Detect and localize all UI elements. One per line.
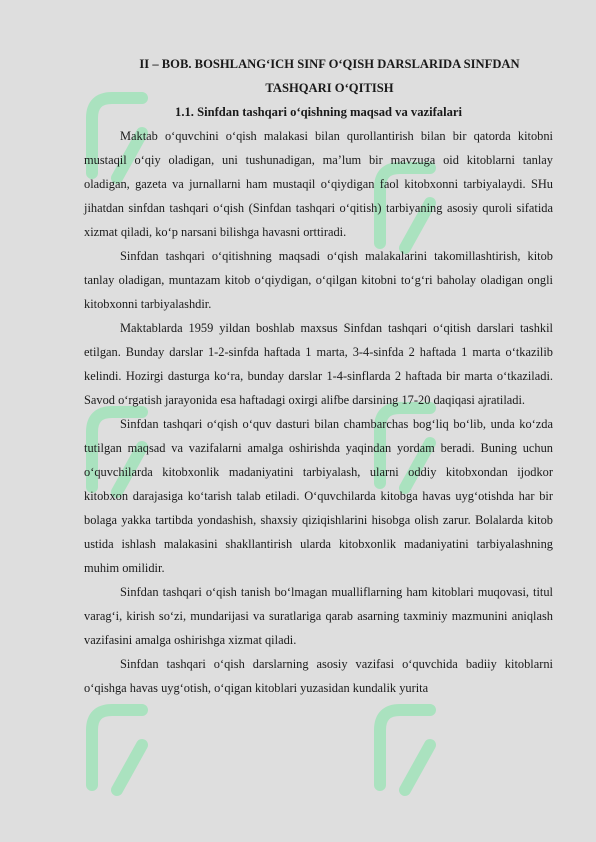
paragraph: Maktablarda 1959 yildan boshlab maxsus Sinfdan tashqari o‘qitish darslari tashkil etilgan. Bunday darslar 1-2-sinfda haftada 1 marta, 3-4-sinfda 2 haftada 1 marta o‘tkazilib kelindi. Hozirgi dasturga ko‘ra, bunday darslar 1-4-sinflarda 2 haftada bir marta o‘tkaziladi. Savod o‘rgatish jarayonida esa haftadagi oxirgi alifbe darsining 17-20 daqiqasi ajratiladi.: [84, 321, 553, 407]
document-body: [84, 52, 553, 700]
paragraph: Maktab o‘quvchini o‘qish malakasi bilan qurollantirish bilan bir qatorda kitobni mustaqil o‘qiy oladigan, uni tushunadigan, ma’lum bir mavzuga oid kitoblarni tanlay oladigan, gazeta va jurnallarni ham mustaqil o‘qiydigan faol kitobxonni tarbiyalaydi. SHu jihatdan sinfdan tashqari o‘qish (Sinfdan tashqari o‘qitish) tarbiyaning asosiy quroli sifatida xizmat qiladi, ko‘p narsani bilishga havasni orttiradi.: [84, 129, 553, 239]
paragraph: Sinfdan tashqari o‘qitishning maqsadi o‘qish malakalarini takomillashtirish, kitob tanlay oladigan, muntazam kitob o‘qiydigan, o‘qilgan kitobni to‘g‘ri baholay oladigan ongli kitobxonni tarbiyalashdir.: [84, 249, 553, 311]
paragraph: Sinfdan tashqari o‘qish tanish bo‘lmagan mualliflarning ham kitoblari muqovasi, titul varag‘i, kirish so‘zi, mundarijasi va suratlariga qarab asarning taxminiy mazmunini aniqlash vazifasini amalga oshirishga xizmat qiladi.: [84, 585, 553, 647]
paragraph: Sinfdan tashqari o‘qish darslarning asosiy vazifasi o‘quvchida badiiy kitoblarni o‘qishga havas uyg‘otish, o‘qigan kitoblari yuzasidan kundalik yurita: [84, 657, 553, 695]
watermark-logo-icon: [72, 690, 162, 800]
paragraph: Sinfdan tashqari o‘qish o‘quv dasturi bilan chambarchas bog‘liq bo‘lib, unda ko‘zda tutilgan maqsad va vazifalarni amalga oshirishda yaqindan yordam beradi. Buning uchun o‘quvchilarda kitobxonlik madaniyatini tarbiyalash, ularni oddiy kitobxondan ijodkor kitobxon darajasiga ko‘tarish talab etiladi. O‘quvchilarda kitobga havas uyg‘otishda har bir bolaga yakka tartibda yondashish, shaxsiy qiziqishlarini hisobga olish zarur. Bolalarda kitob ustida ishlash malakasini shakllantirish ularda kitobxonlik madaniyatini tarbiyalashning muhim omilidir.: [84, 417, 553, 575]
watermark-logo-icon: [360, 690, 450, 800]
chapter-title: II – BOB. BOSHLANG‘ICH SINF O‘QISH DARSLARIDA SINFDAN TASHQARI O‘QITISH: [139, 57, 520, 95]
section-title: 1.1. Sinfdan tashqari o‘qishning maqsad va vazifalari: [175, 105, 462, 119]
